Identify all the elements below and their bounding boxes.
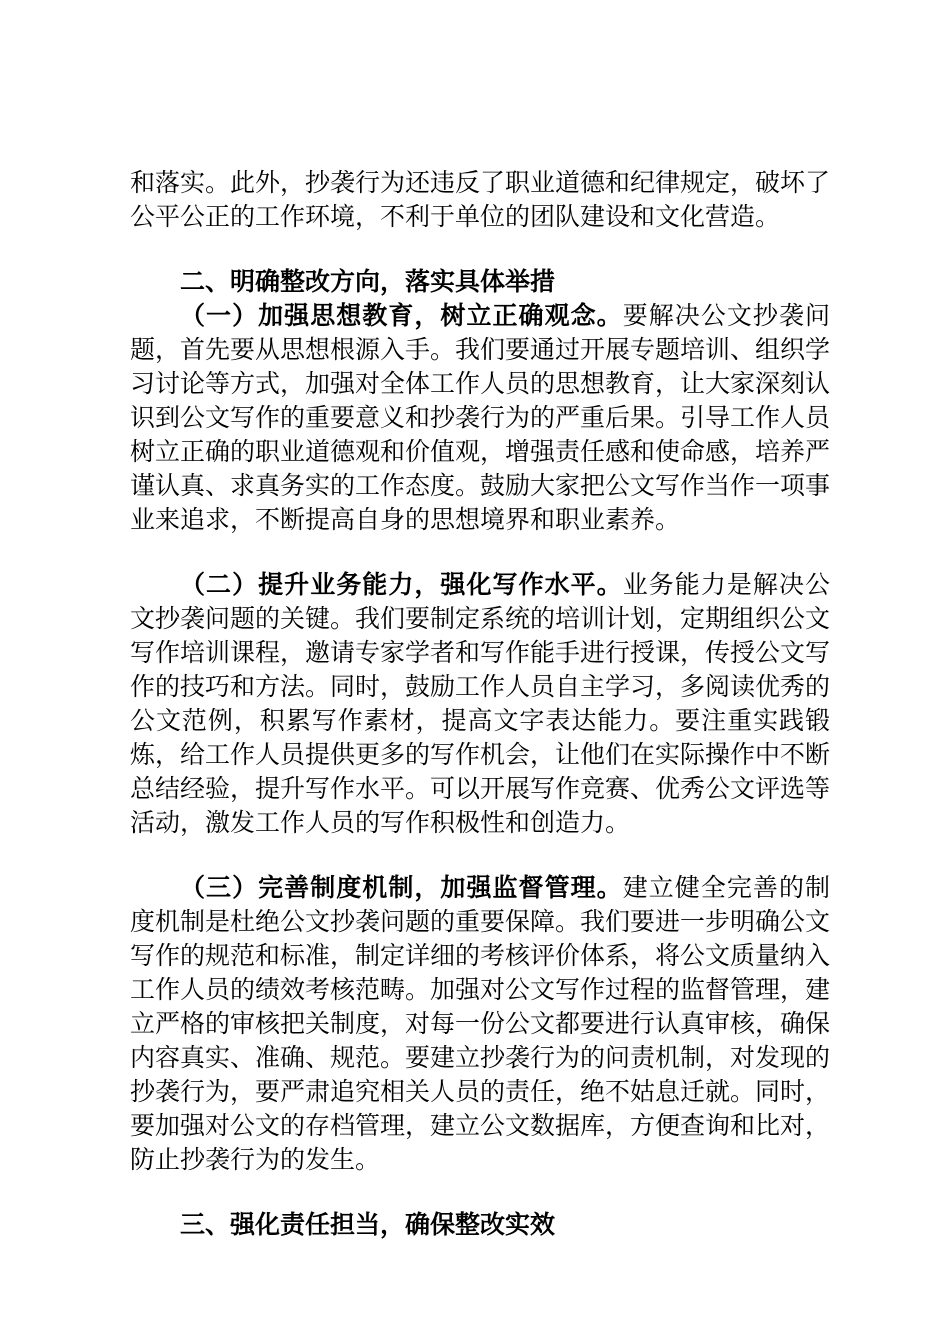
continuation-paragraph: 和落实。此外，抄袭行为还违反了职业道德和纪律规定，破坏了公平公正的工作环境，不利于单位的团队建设和文化营造。 [130, 168, 831, 231]
item-1-paragraph [130, 299, 830, 537]
item-3-lead: （三）完善制度机制，加强监督管理。 [180, 873, 623, 902]
item-3-paragraph [130, 871, 830, 1177]
section-heading-2: 二、明确整改方向，落实具体举措 [180, 267, 556, 296]
item-3-body: 建立健全完善的制度机制是杜绝公文抄袭问题的重要保障。我们要进一步明确公文写作的规范和标准，制定详细的考核评价体系，将公文质量纳入工作人员的绩效考核范畴。加强对公文写作过程的监督管理，建立严格的审核把关制度，对每一份公文都要进行认真审核，确保内容真实、准确、规范。要建立抄袭行为的问责机制，对发现的抄袭行为，要严肃追究相关人员的责任，绝不姑息迁就。同时，要加强对公文的存档管理，建立公文数据库，方便查询和比对，防止抄袭行为的发生。 [130, 873, 831, 1174]
document-body [130, 166, 830, 1242]
item-1-lead: （一）加强思想教育，树立正确观念。 [180, 301, 623, 330]
item-2-lead: （二）提升业务能力，强化写作水平。 [180, 570, 623, 599]
item-2-body: 业务能力是解决公文抄袭问题的关键。我们要制定系统的培训计划，定期组织公文写作培训课程，邀请专家学者和写作能手进行授课，传授公文写作的技巧和方法。同时，鼓励工作人员自主学习，多阅读优秀的公文范例，积累写作素材，提高文字表达能力。要注重实践锻炼，给工作人员提供更多的写作机会，让他们在实际操作中不断总结经验，提升写作水平。可以开展写作竞赛、优秀公文评选等活动，激发工作人员的写作积极性和创造力。 [130, 570, 831, 837]
item-2-paragraph [130, 568, 830, 840]
section-heading-3: 三、强化责任担当，确保整改实效 [180, 1210, 556, 1239]
item-1-body: 要解决公文抄袭问题，首先要从思想根源入手。我们要通过开展专题培训、组织学习讨论等方式，加强对全体工作人员的思想教育，让大家深刻认识到公文写作的重要意义和抄袭行为的严重后果。引导工作人员树立正确的职业道德观和价值观，增强责任感和使命感，培养严谨认真、求真务实的工作态度。鼓励大家把公文写作当作一项事业来追求，不断提高自身的思想境界和职业素养。 [130, 301, 831, 534]
